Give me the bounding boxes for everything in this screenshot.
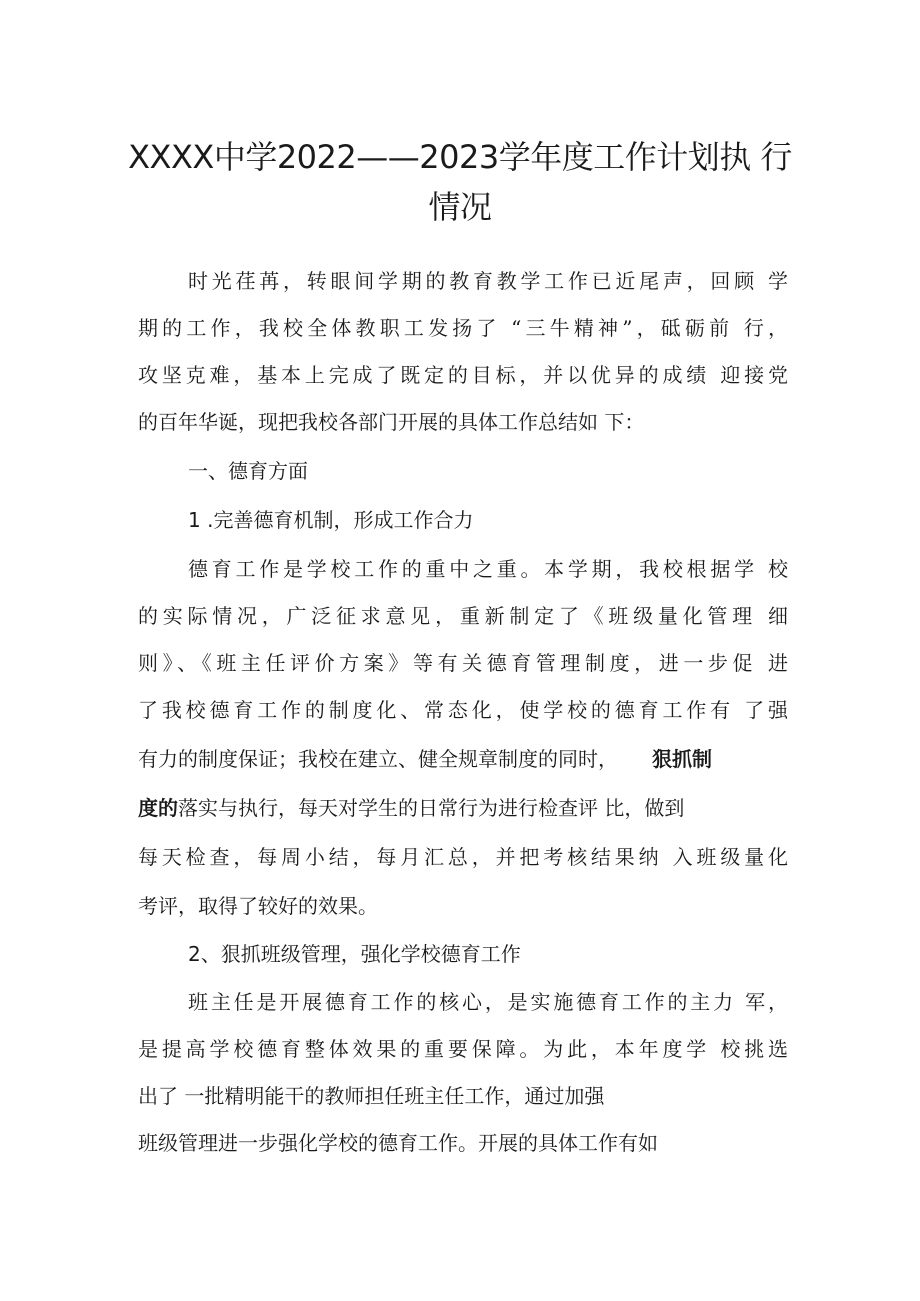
title-line-1: XXXX中学2022——2023学年度工作计划执 行 [128, 138, 792, 176]
sub1-line-7: 每天检查，每周小结，每月汇总，并把考核结果纳 入班级量化 [138, 845, 788, 869]
sub1-line-5-text: 有力的制度保证；我校在建立、健全规章制度的同时， [138, 747, 618, 771]
subsection-heading-1: 1 .完善德育机制，形成工作合力 [188, 508, 474, 532]
title-line-2: 情况 [428, 188, 492, 226]
sub1-bold-text-b: 度的 [138, 796, 178, 820]
sub2-line-3: 出了 一批精明能干的教师担任班主任工作，通过加强 [138, 1084, 605, 1108]
intro-line-2: 期的工作，我校全体教职工发扬了 “三牛精神”，砥砺前 行， [138, 316, 788, 340]
sub1-line-3: 则》、《班主任评价方案》等有关德育管理制度，进一步促 进 [138, 651, 788, 675]
intro-line-4: 的百年华诞，现把我校各部门开展的具体工作总结如 下： [138, 410, 645, 434]
sub2-line-2: 是提高学校德育整体效果的重要保障。为此，本年度学 校挑选 [138, 1037, 788, 1061]
intro-line-1: 时光荏苒，转眼间学期的教育教学工作已近尾声，回顾 学 [188, 269, 788, 293]
intro-line-3: 攻坚克难，基本上完成了既定的目标，并以优异的成绩 迎接党 [138, 363, 788, 387]
sub1-line-2: 的实际情况，广泛征求意见，重新制定了《班级量化管理 细 [138, 604, 788, 628]
section-heading-moral-education: 一、德育方面 [188, 459, 308, 483]
sub1-line-8: 考评，取得了较好的效果。 [138, 894, 378, 918]
sub2-line-4: 班级管理进一步强化学校的德育工作。开展的具体工作有如 [138, 1131, 658, 1155]
sub1-line-5 [138, 746, 788, 772]
document-title [110, 132, 810, 232]
subsection-heading-2: 2、狠抓班级管理，强化学校德育工作 [188, 942, 521, 966]
sub2-line-1: 班主任是开展德育工作的核心，是实施德育工作的主力 军， [188, 990, 788, 1014]
sub1-line-4: 了我校德育工作的制度化、常态化，使学校的德育工作有 了强 [138, 698, 788, 722]
sub1-line-6-text: 落实与执行，每天对学生的日常行为进行检查评 比，做到 [178, 796, 685, 820]
sub1-line-1: 德育工作是学校工作的重中之重。本学期，我校根据学 校 [188, 557, 788, 581]
sub1-bold-text-a: 狠抓制 [652, 747, 712, 771]
sub1-line-6 [138, 795, 788, 821]
